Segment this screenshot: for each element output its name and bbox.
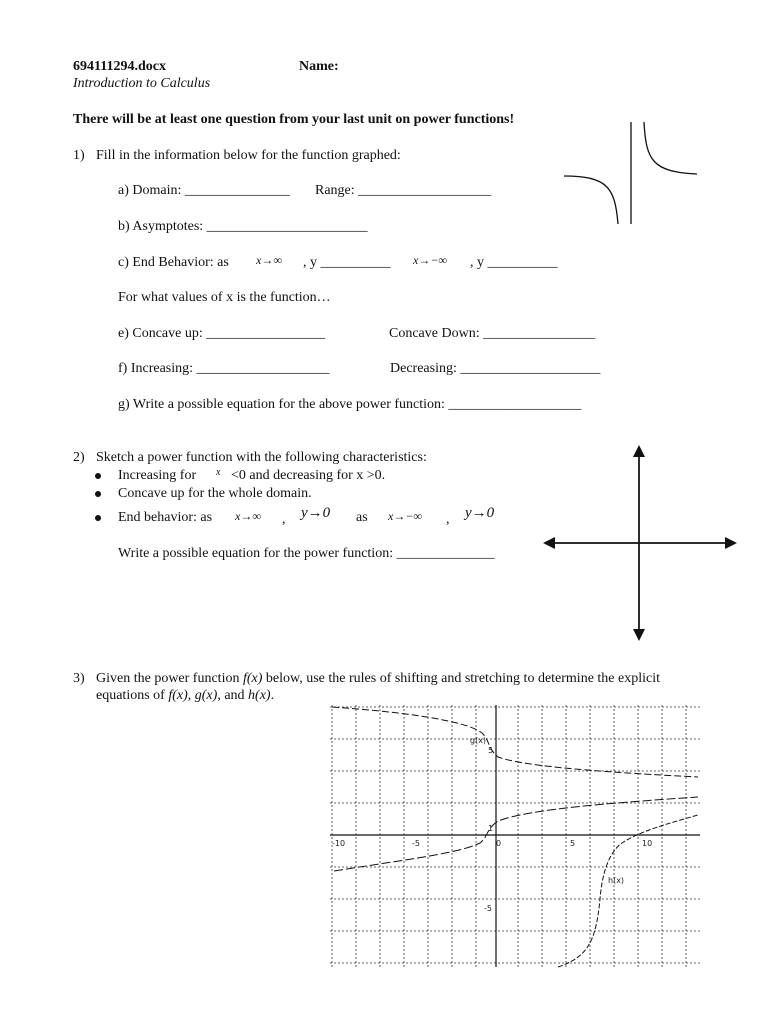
q2-bullet1-pre: Increasing for (118, 468, 197, 483)
q3-line2-sep2: , and (217, 688, 245, 703)
q3-tick-yneg5: -5 (484, 904, 492, 913)
q1-domain: a) Domain: _______________ (118, 183, 290, 198)
q2-x-to-infinity: x→∞ (235, 509, 261, 523)
q1-x-to-neg-infinity: x→−∞ (413, 253, 447, 267)
q2-bullet1-x: x (216, 467, 221, 478)
name-label: Name: (299, 59, 339, 74)
q3-line2-pre: equations of (96, 688, 165, 703)
q2-y-to-zero-2: y→0 (465, 505, 495, 521)
q1-asymptotes: b) Asymptotes: _______________________ (118, 219, 368, 234)
q2-comma-2: , (446, 512, 450, 527)
q1-equation: g) Write a possible equation for the above power function: ___________________ (118, 397, 582, 412)
q3-tick-neg5: -5 (412, 839, 420, 848)
q2-number: 2) (73, 450, 85, 465)
q3-line2-sep1: , (187, 688, 192, 703)
q2-y-to-zero-1: y→0 (301, 505, 331, 521)
q3-grid-graph (330, 705, 700, 967)
q1-x-to-infinity: x→∞ (256, 253, 282, 267)
q3-line1 (96, 671, 660, 687)
q3-line1-post: below, use the rules of shifting and stretching to determine the explicit (265, 671, 661, 686)
q1-y-blank-1: , y __________ (303, 255, 391, 270)
q1-concave-up: e) Concave up: _________________ (118, 326, 326, 341)
q1-right-branch (644, 122, 697, 174)
course-title: Introduction to Calculus (73, 76, 211, 91)
q3-line2-end: . (270, 688, 275, 703)
q3-tick-y1: 1 (488, 824, 494, 833)
q3-tick-neg10: -10 (332, 839, 346, 848)
q3-line1-f: f(x) (242, 671, 263, 686)
bullet-3 (95, 515, 101, 521)
q2-bullet1-post: <0 and decreasing for x >0. (231, 468, 386, 483)
q3-line1-pre: Given the power function (96, 671, 240, 686)
q3-tick-0: 0 (496, 839, 502, 848)
q1-range: Range: ___________________ (315, 183, 492, 198)
q3-line2-f: f(x) (168, 688, 188, 703)
q1-number: 1) (73, 148, 85, 163)
q2-prompt: Sketch a power function with the following characteristics: (96, 450, 427, 465)
q1-increasing: f) Increasing: ___________________ (118, 361, 330, 376)
q3-tick-10: 10 (642, 839, 653, 848)
q3-line2-g: g(x) (194, 688, 218, 703)
q1-end-behavior-label: c) End Behavior: as (118, 255, 229, 270)
q3-line2-h: h(x) (248, 688, 271, 703)
q2-bullet3-label: End behavior: as (118, 510, 213, 525)
q1-decreasing: Decreasing: ____________________ (390, 361, 601, 376)
q3-number: 3) (73, 671, 85, 686)
q2-as: as (356, 510, 368, 525)
q2-comma-1: , (282, 512, 286, 527)
bullet-1 (95, 473, 101, 479)
q3-label-h: h(x) (608, 876, 625, 885)
q3-curve-f (334, 797, 698, 871)
q1-for-what: For what values of x is the function… (118, 290, 331, 305)
q2-equation: Write a possible equation for the power function: ______________ (118, 546, 495, 561)
q1-y-blank-2: , y __________ (470, 255, 558, 270)
q3-line2 (96, 688, 274, 704)
q1-prompt: Fill in the information below for the function graphed: (96, 148, 401, 163)
q1-function-graph (560, 120, 700, 230)
q2-blank-axes (545, 445, 735, 640)
q3-curve-g (332, 707, 698, 777)
notice: There will be at least one question from your last unit on power functions! (73, 112, 515, 127)
q2-bullet2: Concave up for the whole domain. (118, 486, 312, 501)
q3-tick-y5: 5 (488, 746, 494, 755)
q3-grid (330, 705, 700, 967)
q3-tick-5: 5 (570, 839, 576, 848)
q2-x-to-neg-infinity: x→−∞ (388, 509, 422, 523)
q3-label-g: g(x) (470, 736, 487, 745)
filename: 694111294.docx (73, 59, 166, 74)
q1-concave-down: Concave Down: ________________ (389, 326, 596, 341)
q1-left-branch (564, 176, 618, 224)
bullet-2 (95, 491, 101, 497)
q3-curve-h (558, 815, 698, 967)
